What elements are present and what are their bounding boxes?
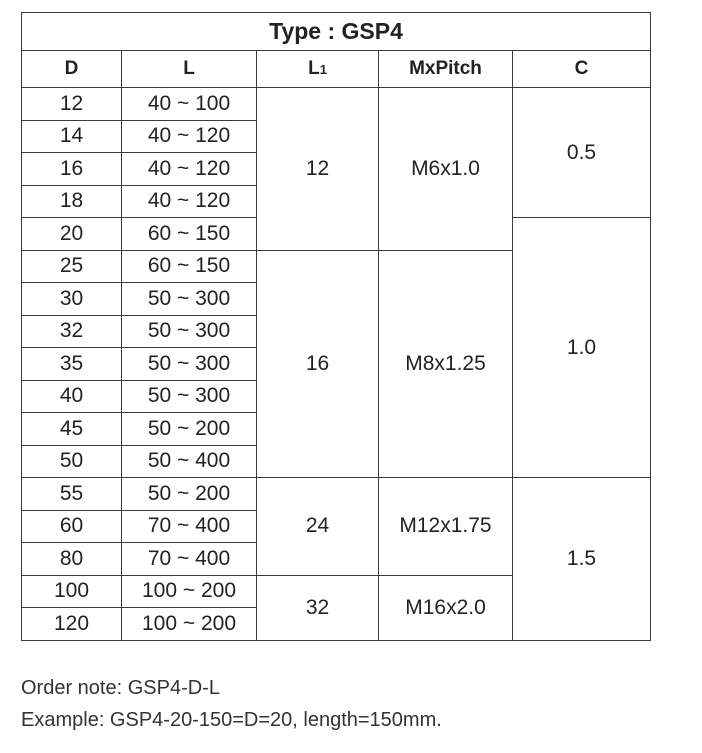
cell-l: 70 ~ 400 [122, 543, 257, 576]
cell-c: 1.5 [513, 478, 651, 641]
header-pitch: MxPitch [379, 51, 513, 88]
table-row [22, 478, 651, 511]
cell-l1: 24 [257, 478, 379, 576]
cell-pitch: M12x1.75 [379, 478, 513, 576]
cell-c: 0.5 [513, 88, 651, 218]
cell-l: 50 ~ 300 [122, 380, 257, 413]
cell-l: 50 ~ 200 [122, 413, 257, 446]
header-d: D [22, 51, 122, 88]
cell-d: 45 [22, 413, 122, 446]
cell-l: 40 ~ 120 [122, 185, 257, 218]
cell-l: 60 ~ 150 [122, 250, 257, 283]
cell-l1: 12 [257, 88, 379, 251]
cell-d: 60 [22, 510, 122, 543]
cell-d: 50 [22, 445, 122, 478]
cell-d: 100 [22, 575, 122, 608]
header-c: C [513, 51, 651, 88]
cell-l1: 32 [257, 575, 379, 640]
cell-d: 16 [22, 153, 122, 186]
example-note: Example: GSP4-20-150=D=20, length=150mm. [21, 709, 442, 731]
cell-l: 50 ~ 300 [122, 283, 257, 316]
cell-l: 100 ~ 200 [122, 608, 257, 641]
spec-table [21, 12, 651, 641]
cell-l: 40 ~ 100 [122, 88, 257, 121]
cell-d: 55 [22, 478, 122, 511]
notes [21, 672, 442, 736]
cell-c: 1.0 [513, 218, 651, 478]
cell-l: 60 ~ 150 [122, 218, 257, 251]
cell-d: 12 [22, 88, 122, 121]
cell-l: 100 ~ 200 [122, 575, 257, 608]
cell-pitch: M16x2.0 [379, 575, 513, 640]
header-l1 [257, 51, 379, 88]
cell-d: 35 [22, 348, 122, 381]
header-l1-sub: 1 [319, 62, 327, 77]
cell-l: 40 ~ 120 [122, 120, 257, 153]
cell-d: 18 [22, 185, 122, 218]
cell-l: 40 ~ 120 [122, 153, 257, 186]
cell-d: 14 [22, 120, 122, 153]
cell-pitch: M6x1.0 [379, 88, 513, 251]
order-note: Order note: GSP4-D-L [21, 677, 220, 699]
cell-l: 50 ~ 300 [122, 315, 257, 348]
cell-d: 20 [22, 218, 122, 251]
cell-pitch: M8x1.25 [379, 250, 513, 478]
cell-d: 120 [22, 608, 122, 641]
table-title: Type : GSP4 [22, 13, 651, 51]
cell-l: 70 ~ 400 [122, 510, 257, 543]
cell-d: 32 [22, 315, 122, 348]
cell-l1: 16 [257, 250, 379, 478]
header-l1-main: L [308, 58, 320, 79]
table-row [22, 88, 651, 121]
cell-d: 80 [22, 543, 122, 576]
header-l: L [122, 51, 257, 88]
cell-d: 25 [22, 250, 122, 283]
cell-l: 50 ~ 400 [122, 445, 257, 478]
cell-d: 40 [22, 380, 122, 413]
cell-l: 50 ~ 200 [122, 478, 257, 511]
cell-d: 30 [22, 283, 122, 316]
cell-l: 50 ~ 300 [122, 348, 257, 381]
